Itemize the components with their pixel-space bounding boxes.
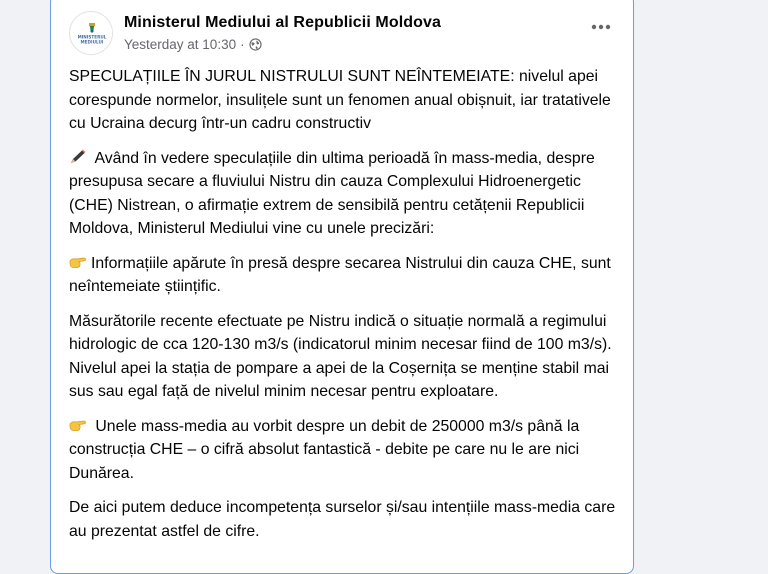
post-paragraph: Informațiile apărute în presă despre secarea Nistrului din cauza CHE, sunt neîntemeiate științific. — [69, 254, 611, 295]
page-avatar[interactable] — [69, 11, 113, 55]
pointing-hand-icon — [69, 254, 87, 270]
post-timestamp-link[interactable]: Yesterday at 10:30 — [124, 37, 237, 52]
pencil-icon — [69, 149, 87, 165]
post-meta — [124, 37, 262, 52]
ministry-logo-icon — [70, 12, 113, 55]
page-name-link[interactable]: Ministerul Mediului al Republicii Moldova — [124, 14, 442, 31]
post-card — [50, 0, 634, 574]
more-horizontal-icon — [591, 24, 611, 30]
post-text — [69, 65, 621, 554]
svg-text:MINISTERUL: MINISTERUL — [77, 34, 107, 40]
post-paragraph: De aici putem deduce incompetența surselor și/sau intențiile mass-media care au prezentat astfel de cifre. — [69, 499, 616, 540]
post-paragraph: SPECULAȚIILE ÎN JURUL NISTRULUI SUNT NEÎNTEMEIATE: nivelul apei corespunde normelor, insulițele sunt un fenomen anual obișnuit, iar tratativele cu Ucraina decurg într-un cadru constructiv — [69, 68, 611, 132]
svg-text:MEDIULUI: MEDIULUI — [80, 39, 104, 45]
post-paragraph: Măsurătorile recente efectuate pe Nistru indică o situație normală a regimului hidrologic de cca 120-130 m3/s (indicatorul minim necesar fiind de 100 m3/s). Nivelul apei la stația de pompare a apei de la Coșernița se menține stabil mai sus sau egal față de nivelul minim necesar pentru exploatare. — [69, 312, 612, 400]
globe-icon[interactable] — [249, 38, 262, 51]
post-paragraph: Unele mass-media au vorbit despre un debit de 250000 m3/s până la construcția CHE – o cifră absolut fantastică - debite pe care nu le are nici Dunărea. — [69, 417, 580, 482]
post-paragraph: Având în vedere speculațiile din ultima perioadă în mass-media, despre presupusa secare a fluviului Nistru din cauza Complexului Hidroenergetic (CHE) Nistrean, o afirmație extrem de sensibilă pentru cetățenii Republicii Moldova, Ministerul Mediului vine cu unele precizări: — [69, 149, 595, 237]
pointing-hand-icon — [69, 417, 87, 433]
more-options-button[interactable] — [587, 15, 615, 39]
post-header — [67, 11, 619, 59]
meta-separator: · — [240, 37, 245, 52]
